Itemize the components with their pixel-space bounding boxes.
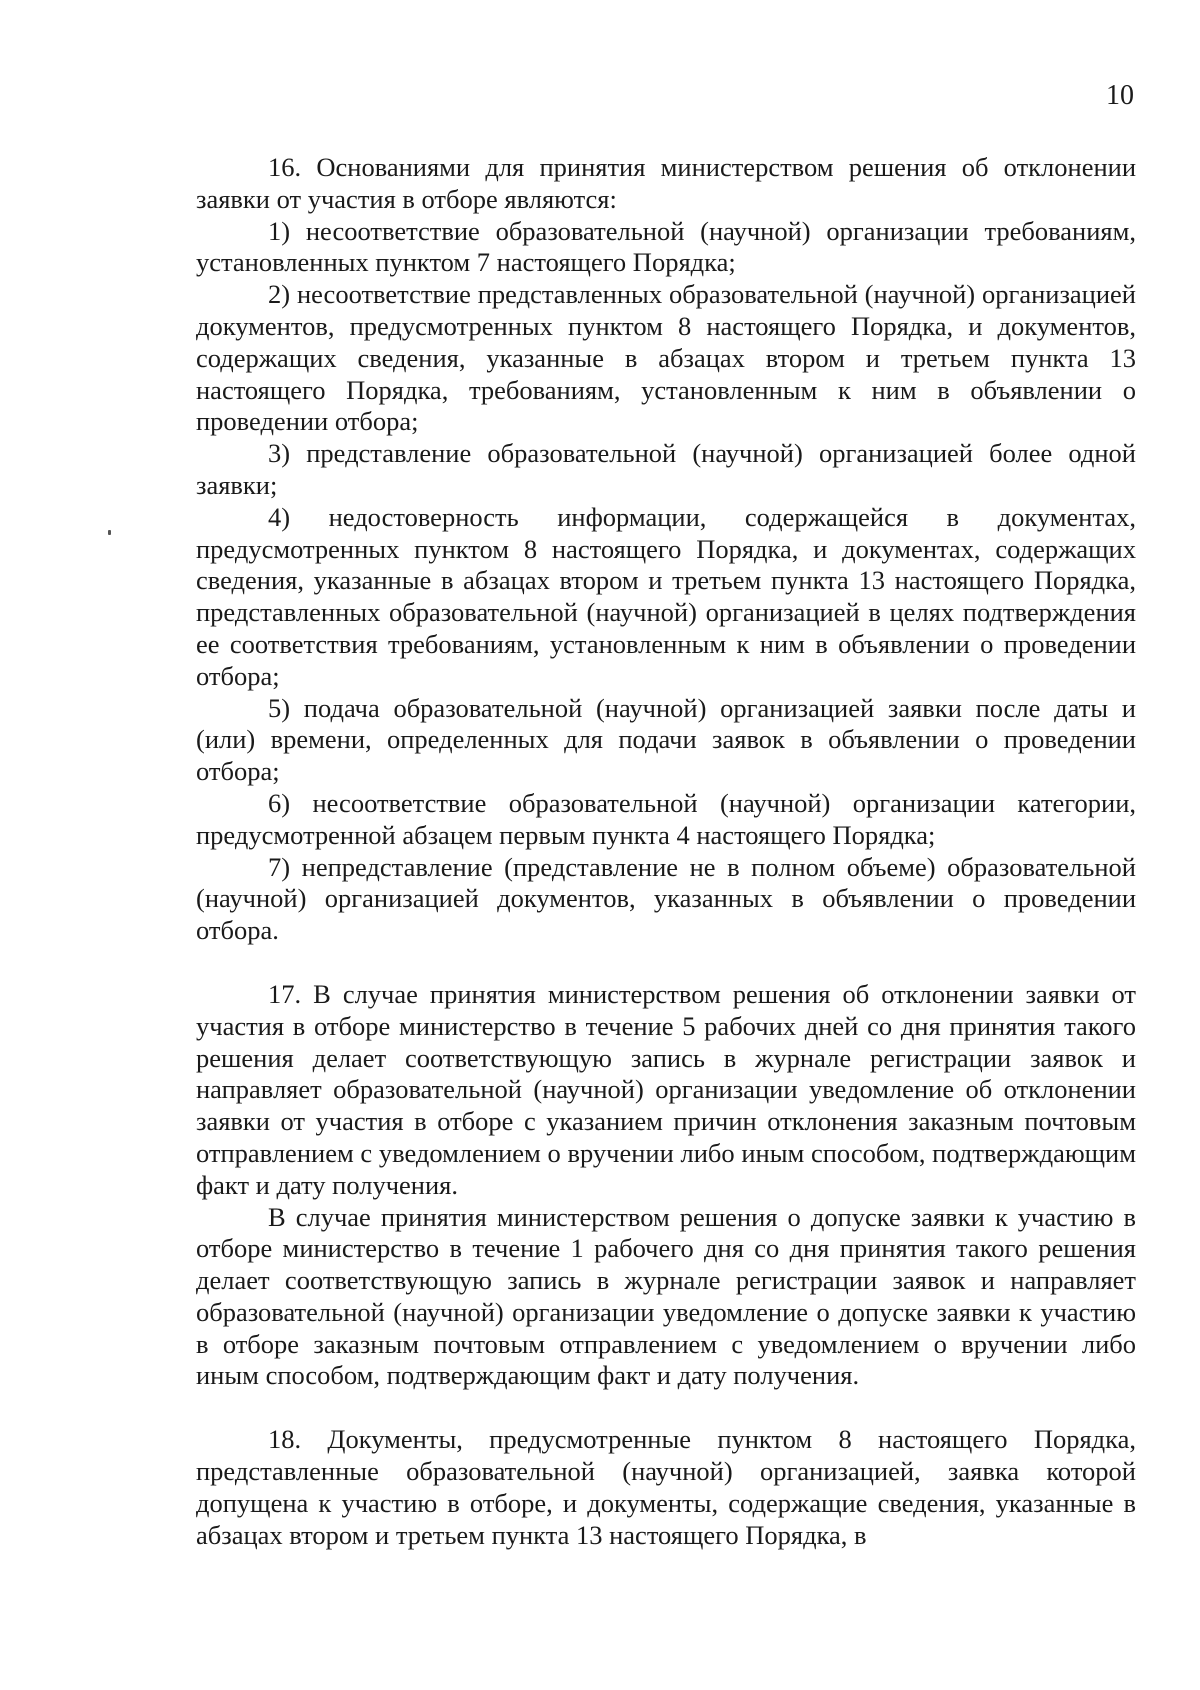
section-16-intro: 16. Основаниями для принятия министерством решения об отклонении заявки от участия в отборе являются: [196,152,1136,214]
section-17-paragraph-2: В случае принятия министерством решения о допуске заявки к участию в отборе министерство в течение 1 рабочего дня со дня принятия такого решения делает соответствующую запись в журнале регистрации заявок и направляет образовательной (научной) организации уведомление о допуске заявки к участию в отборе заказным почтовым отправлением с уведомлением о вручении либо иным способом, подтверждающим факт и дату получения. [196,1201,1136,1391]
section-16-item-1: 1) несоответствие образовательной (научной) организации требованиям, установленных пунктом 7 настоящего Порядка; [196,215,1136,278]
section-16-item-2: 2) несоответствие представленных образовательной (научной) организацией документов, предусмотренных пунктом 8 настоящего Порядка, и документов, содержащих сведения, указанные в абзацах втором и третьем пункта 13 настоящего Порядка, требованиям, установленным к ним в объявлении о проведении отбора; [196,279,1136,437]
page-number: 10 [1106,80,1134,111]
section-16-item-6: 6) несоответствие образовательной (научной) организации категории, предусмотренной абзацем первым пункта 4 настоящего Порядка; [196,787,1136,850]
document-body [196,152,1136,1551]
section-16-item-3: 3) представление образовательной (научной) организацией более одной заявки; [196,438,1136,500]
section-16-item-5: 5) подача образовательной (научной) организацией заявки после даты и (или) времени, определенных для подачи заявок в объявлении о проведении отбора; [196,692,1136,787]
section-16-item-7: 7) непредставление (представление не в полном объеме) образовательной (научной) организацией документов, указанных в объявлении о проведении отбора. [196,851,1136,946]
section-16-item-4: 4) недостоверность информации, содержащейся в документах, предусмотренных пунктом 8 настоящего Порядка, и документах, содержащих сведения, указанные в абзацах втором и третьем пункта 13 настоящего Порядка, представленных образовательной (научной) организацией в целях подтверждения ее соответствия требованиям, установленным к ним в объявлении о проведении отбора; [196,501,1136,691]
section-18-paragraph-1: 18. Документы, предусмотренные пунктом 8 настоящего Порядка, представленные образовательной (научной) организацией, заявка которой допущена к участию в отборе, и документы, содержащие сведения, указанные в абзацах втором и третьем пункта 13 настоящего Порядка, в [196,1424,1136,1550]
scan-speck [108,530,111,535]
section-17-paragraph-1: 17. В случае принятия министерством решения об отклонении заявки от участия в отборе министерство в течение 5 рабочих дней со дня принятия такого решения делает соответствующую запись в журнале регистрации заявок и направляет образовательной (научной) организации уведомление об отклонении заявки от участия в отборе с указанием причин отклонения заказным почтовым отправлением с уведомлением о вручении либо иным способом, подтверждающим факт и дату получения. [196,978,1136,1200]
